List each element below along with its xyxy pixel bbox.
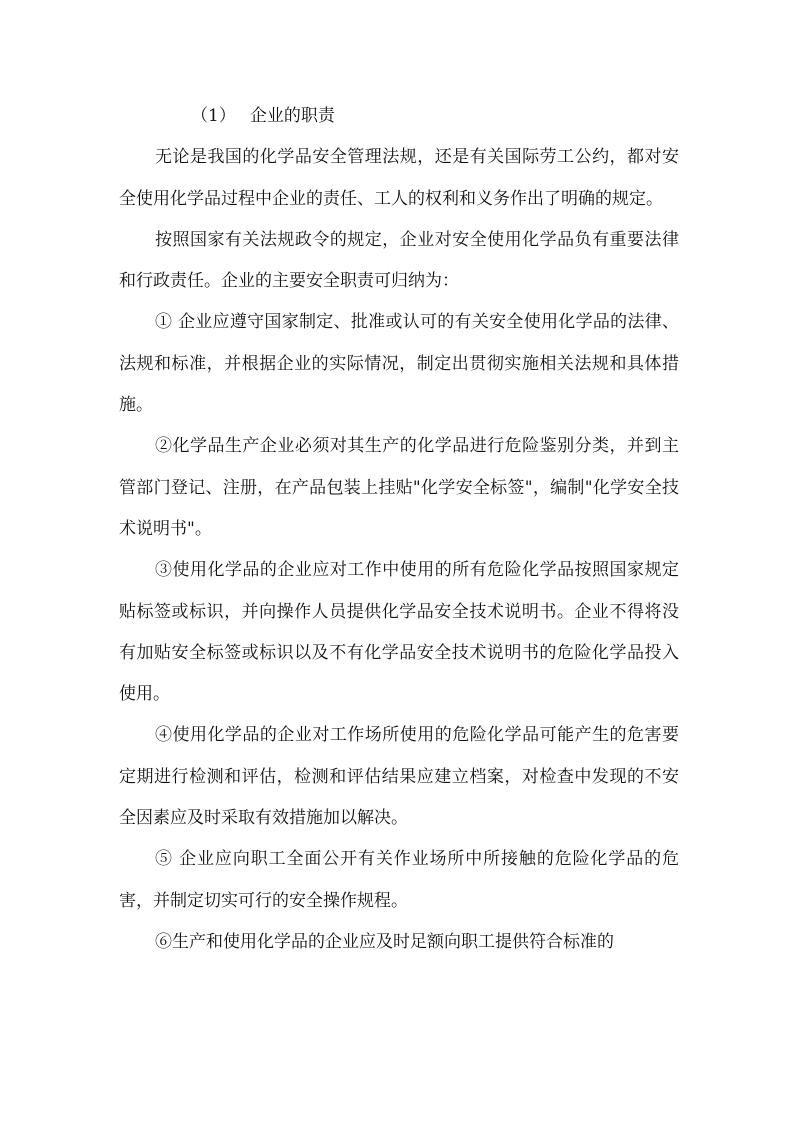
paragraph-item-4: ④使用化学品的企业对工作场所使用的危险化学品可能产生的危害要定期进行检测和评估，检测和评估结果应建立档案，对检查中发现的不安全因素应及时采取有效措施加以解决。 bbox=[119, 725, 679, 829]
section-number: （1） bbox=[191, 106, 236, 126]
paragraph-item-2: ②化学品生产企业必须对其生产的化学品进行危险鉴别分类，并到主管部门登记、注册，在产品包装上挂贴"化学安全标签"，编制"化学安全技术说明书"。 bbox=[119, 436, 679, 539]
paragraph-item-3: ③使用化学品的企业应对工作中使用的所有危险化学品按照国家规定贴标签或标识，并向操作人员提供化学品安全技术说明书。企业不得将没有加贴安全标签或标识以及不有化学品安全技术说明书的危险化学品投入使用。 bbox=[119, 560, 679, 705]
paragraph-responsibility-summary: 按照国家有关法规政令的规定，企业对安全使用化学品负有重要法律和行政责任。企业的主要安全职责可归纳为： bbox=[119, 229, 679, 292]
paragraph-item-6: ⑥生产和使用化学品的企业应及时足额向职工提供符合标准的 bbox=[155, 931, 614, 952]
section-title: 企业的职责 bbox=[249, 106, 335, 126]
paragraph-item-1: ① 企业应遵守国家制定、批准或认可的有关安全使用化学品的法律、法规和标准，并根据企业的实际情况，制定出贯彻实施相关法规和具体措施。 bbox=[119, 312, 679, 416]
document-body bbox=[119, 96, 679, 963]
paragraph-intro: 无论是我国的化学品安全管理法规，还是有关国际劳工公约，都对安全使用化学品过程中企业的责任、工人的权利和义务作出了明确的规定。 bbox=[119, 147, 679, 209]
section-heading bbox=[119, 96, 679, 137]
paragraph-item-5: ⑤ 企业应向职工全面公开有关作业场所中所接触的危险化学品的危害，并制定切实可行的安全操作规程。 bbox=[119, 849, 679, 911]
